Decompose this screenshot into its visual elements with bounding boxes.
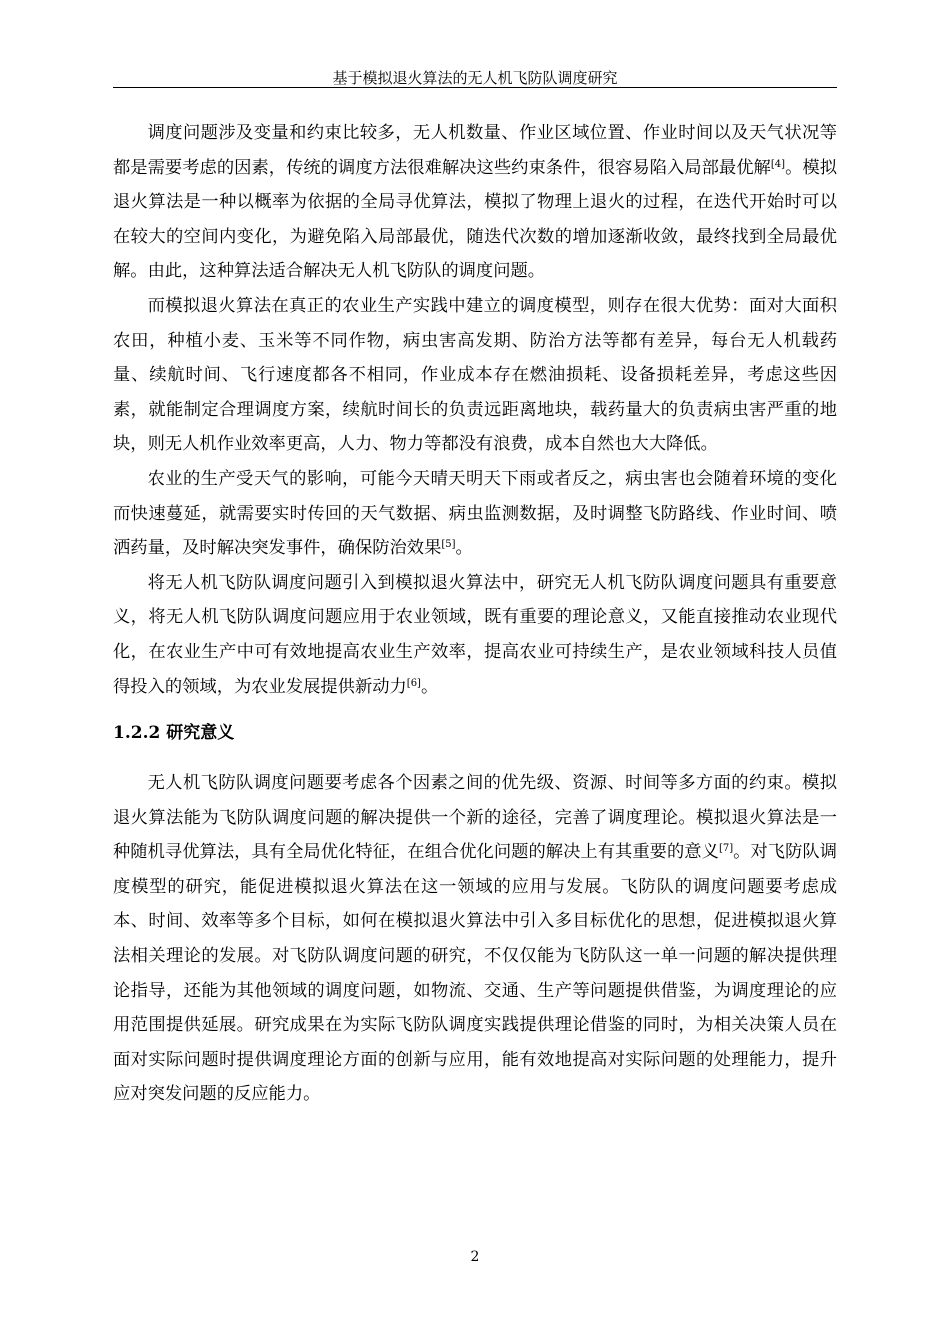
section-heading: 1.2.2 研究意义 bbox=[113, 723, 235, 744]
paragraph-4: 将无人机飞防队调度问题引入到模拟退火算法中，研究无人机飞防队调度问题具有重要意义，将无人机飞防队调度问题应用于农业领域，既有重要的理论意义，又能直接推动农业现代化，在农业生产中可有效地提高农业生产效率，提高农业可持续生产，是农业领域科技人员值得投入的领域，为农业发展提供新动力[6]。 bbox=[113, 572, 837, 697]
header-rule bbox=[113, 87, 837, 88]
paragraph-1: 调度问题涉及变量和约束比较多，无人机数量、作业区域位置、作业时间以及天气状况等都是需要考虑的因素，传统的调度方法很难解决这些约束条件，很容易陷入局部最优解[4]。模拟退火算法是一种以概率为依据的全局寻优算法，模拟了物理上退火的过程，在迭代开始时可以在较大的空间内变化，为避免陷入局部最优，随迭代次数的增加逐渐收敛，最终找到全局最优解。由此，这种算法适合解决无人机飞防队的调度问题。 bbox=[113, 123, 837, 282]
paragraph-2: 而模拟退火算法在真正的农业生产实践中建立的调度模型，则存在很大优势：面对大面积农田，种植小麦、玉米等不同作物，病虫害高发期、防治方法等都有差异，每台无人机载药量、续航时间、飞行速度都各不相同，作业成本存在燃油损耗、设备损耗差异，考虑这些因素，就能制定合理调度方案，续航时间长的负责远距离地块，载药量大的负责病虫害严重的地块，则无人机作业效率更高，人力、物力等都没有浪费，成本自然也大大降低。 bbox=[113, 295, 837, 455]
citation-7: [7] bbox=[718, 843, 734, 855]
citation-5: [5] bbox=[441, 539, 456, 551]
paragraph-3: 农业的生产受天气的影响，可能今天晴天明天下雨或者反之，病虫害也会随着环境的变化而快速蔓延，就需要实时传回的天气数据、病虫监测数据，及时调整飞防路线、作业时间、喷洒药量，及时解决突发事件，确保防治效果[5]。 bbox=[113, 468, 837, 559]
page-body bbox=[113, 116, 837, 1112]
running-header: 基于模拟退火算法的无人机飞防队调度研究 bbox=[332, 69, 618, 87]
paragraph-5: 无人机飞防队调度问题要考虑各个因素之间的优先级、资源、时间等多方面的约束。模拟退火算法能为飞防队调度问题的解决提供一个新的途径，完善了调度理论。模拟退火算法是一种随机寻优算法，具有全局优化特征，在组合优化问题的解决上有其重要的意义[7]。对飞防队调度模型的研究，能促进模拟退火算法在这一领域的应用与发展。飞防队的调度问题要考虑成本、时间、效率等多个目标，如何在模拟退火算法中引入多目标优化的思想，促进模拟退火算法相关理论的发展。对飞防队调度问题的研究，不仅仅能为飞防队这一单一问题的解决提供理论指导，还能为其他领域的调度问题，如物流、交通、生产等问题提供借鉴，为调度理论的应用范围提供延展。研究成果在为实际飞防队调度实践提供理论借鉴的同时，为相关决策人员在面对实际问题时提供调度理论方面的创新与应用，能有效地提高对实际问题的处理能力，提升应对突发问题的反应能力。 bbox=[113, 773, 837, 1105]
citation-4: [4] bbox=[770, 158, 786, 170]
page-number: 2 bbox=[470, 1249, 480, 1265]
citation-6: [6] bbox=[406, 677, 421, 689]
